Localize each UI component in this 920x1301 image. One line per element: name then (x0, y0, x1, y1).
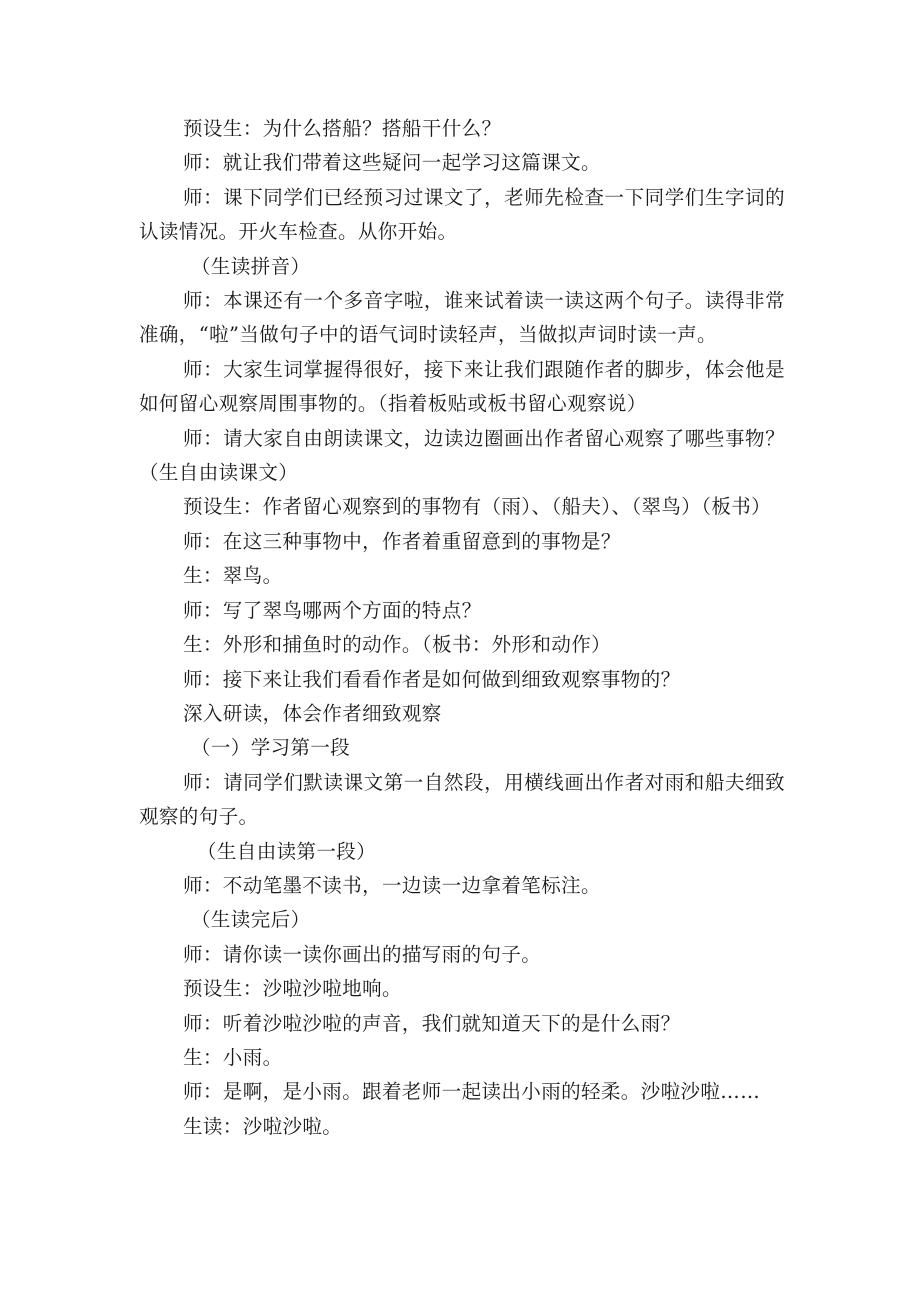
paragraph: 生：小雨。 (183, 1045, 283, 1069)
paragraph: 生：翠鸟。 (183, 564, 283, 588)
paragraph: 师：写了翠鸟哪两个方面的特点？ (183, 598, 482, 622)
paragraph: 师：是啊，是小雨。跟着老师一起读出小雨的轻柔。沙啦沙啦…… (183, 1080, 761, 1104)
paragraph: 预设生：作者留心观察到的事物有（雨）、（船夫）、（翠鸟）（板书） (183, 495, 772, 519)
paragraph: 师：请你读一读你画出的描写雨的句子。 (183, 942, 542, 966)
paragraph: 生读：沙啦沙啦。 (183, 1114, 343, 1138)
document-body (139, 112, 785, 1144)
paragraph: 师：听着沙啦沙啦的声音，我们就知道天下的是什么雨？ (183, 1011, 681, 1035)
paragraph: 师：大家生词掌握得很好，接下来让我们跟随作者的脚步，体会他是如何留心观察周围事物的。（指着板贴或板书留心观察说） (139, 357, 785, 416)
paragraph: （生读完后） (191, 908, 311, 932)
paragraph: 师：就让我们带着这些疑问一起学习这篇课文。 (183, 151, 601, 175)
paragraph: 师：本课还有一个多音字啦，谁来试着读一读这两个句子。读得非常准确，“啦”当做句子中的语气词时读轻声，当做拟声词时读一声。 (139, 289, 785, 347)
paragraph: 师：不动笔墨不读书，一边读一边拿着笔标注。 (183, 873, 601, 897)
paragraph: 预设生：为什么搭船？搭船干什么？ (183, 117, 502, 140)
paragraph: （生读拼音） (191, 254, 311, 278)
paragraph: （生自由读第一段） (197, 839, 377, 863)
paragraph: 师：接下来让我们看看作者是如何做到细致观察事物的？ (183, 667, 681, 691)
paragraph: 师：课下同学们已经预习过课文了，老师先检查一下同学们生字词的认读情况。开火车检查。从你开始。 (139, 185, 785, 244)
paragraph: 预设生：沙啦沙啦地响。 (183, 977, 402, 1001)
section-heading: 深入研读，体会作者细致观察 (183, 701, 442, 725)
paragraph: 师：请大家自由朗读课文，边读边圈画出作者留心观察了哪些事物？（生自由读课文） (139, 426, 785, 485)
subsection-heading: （一）学习第一段 (191, 736, 351, 760)
paragraph: 生：外形和捕鱼时的动作。（板书：外形和动作） (183, 633, 612, 657)
paragraph: 师：在这三种事物中，作者着重留意到的事物是？ (183, 529, 621, 553)
paragraph: 师：请同学们默读课文第一自然段，用横线画出作者对雨和船夫细致观察的句子。 (139, 770, 785, 829)
